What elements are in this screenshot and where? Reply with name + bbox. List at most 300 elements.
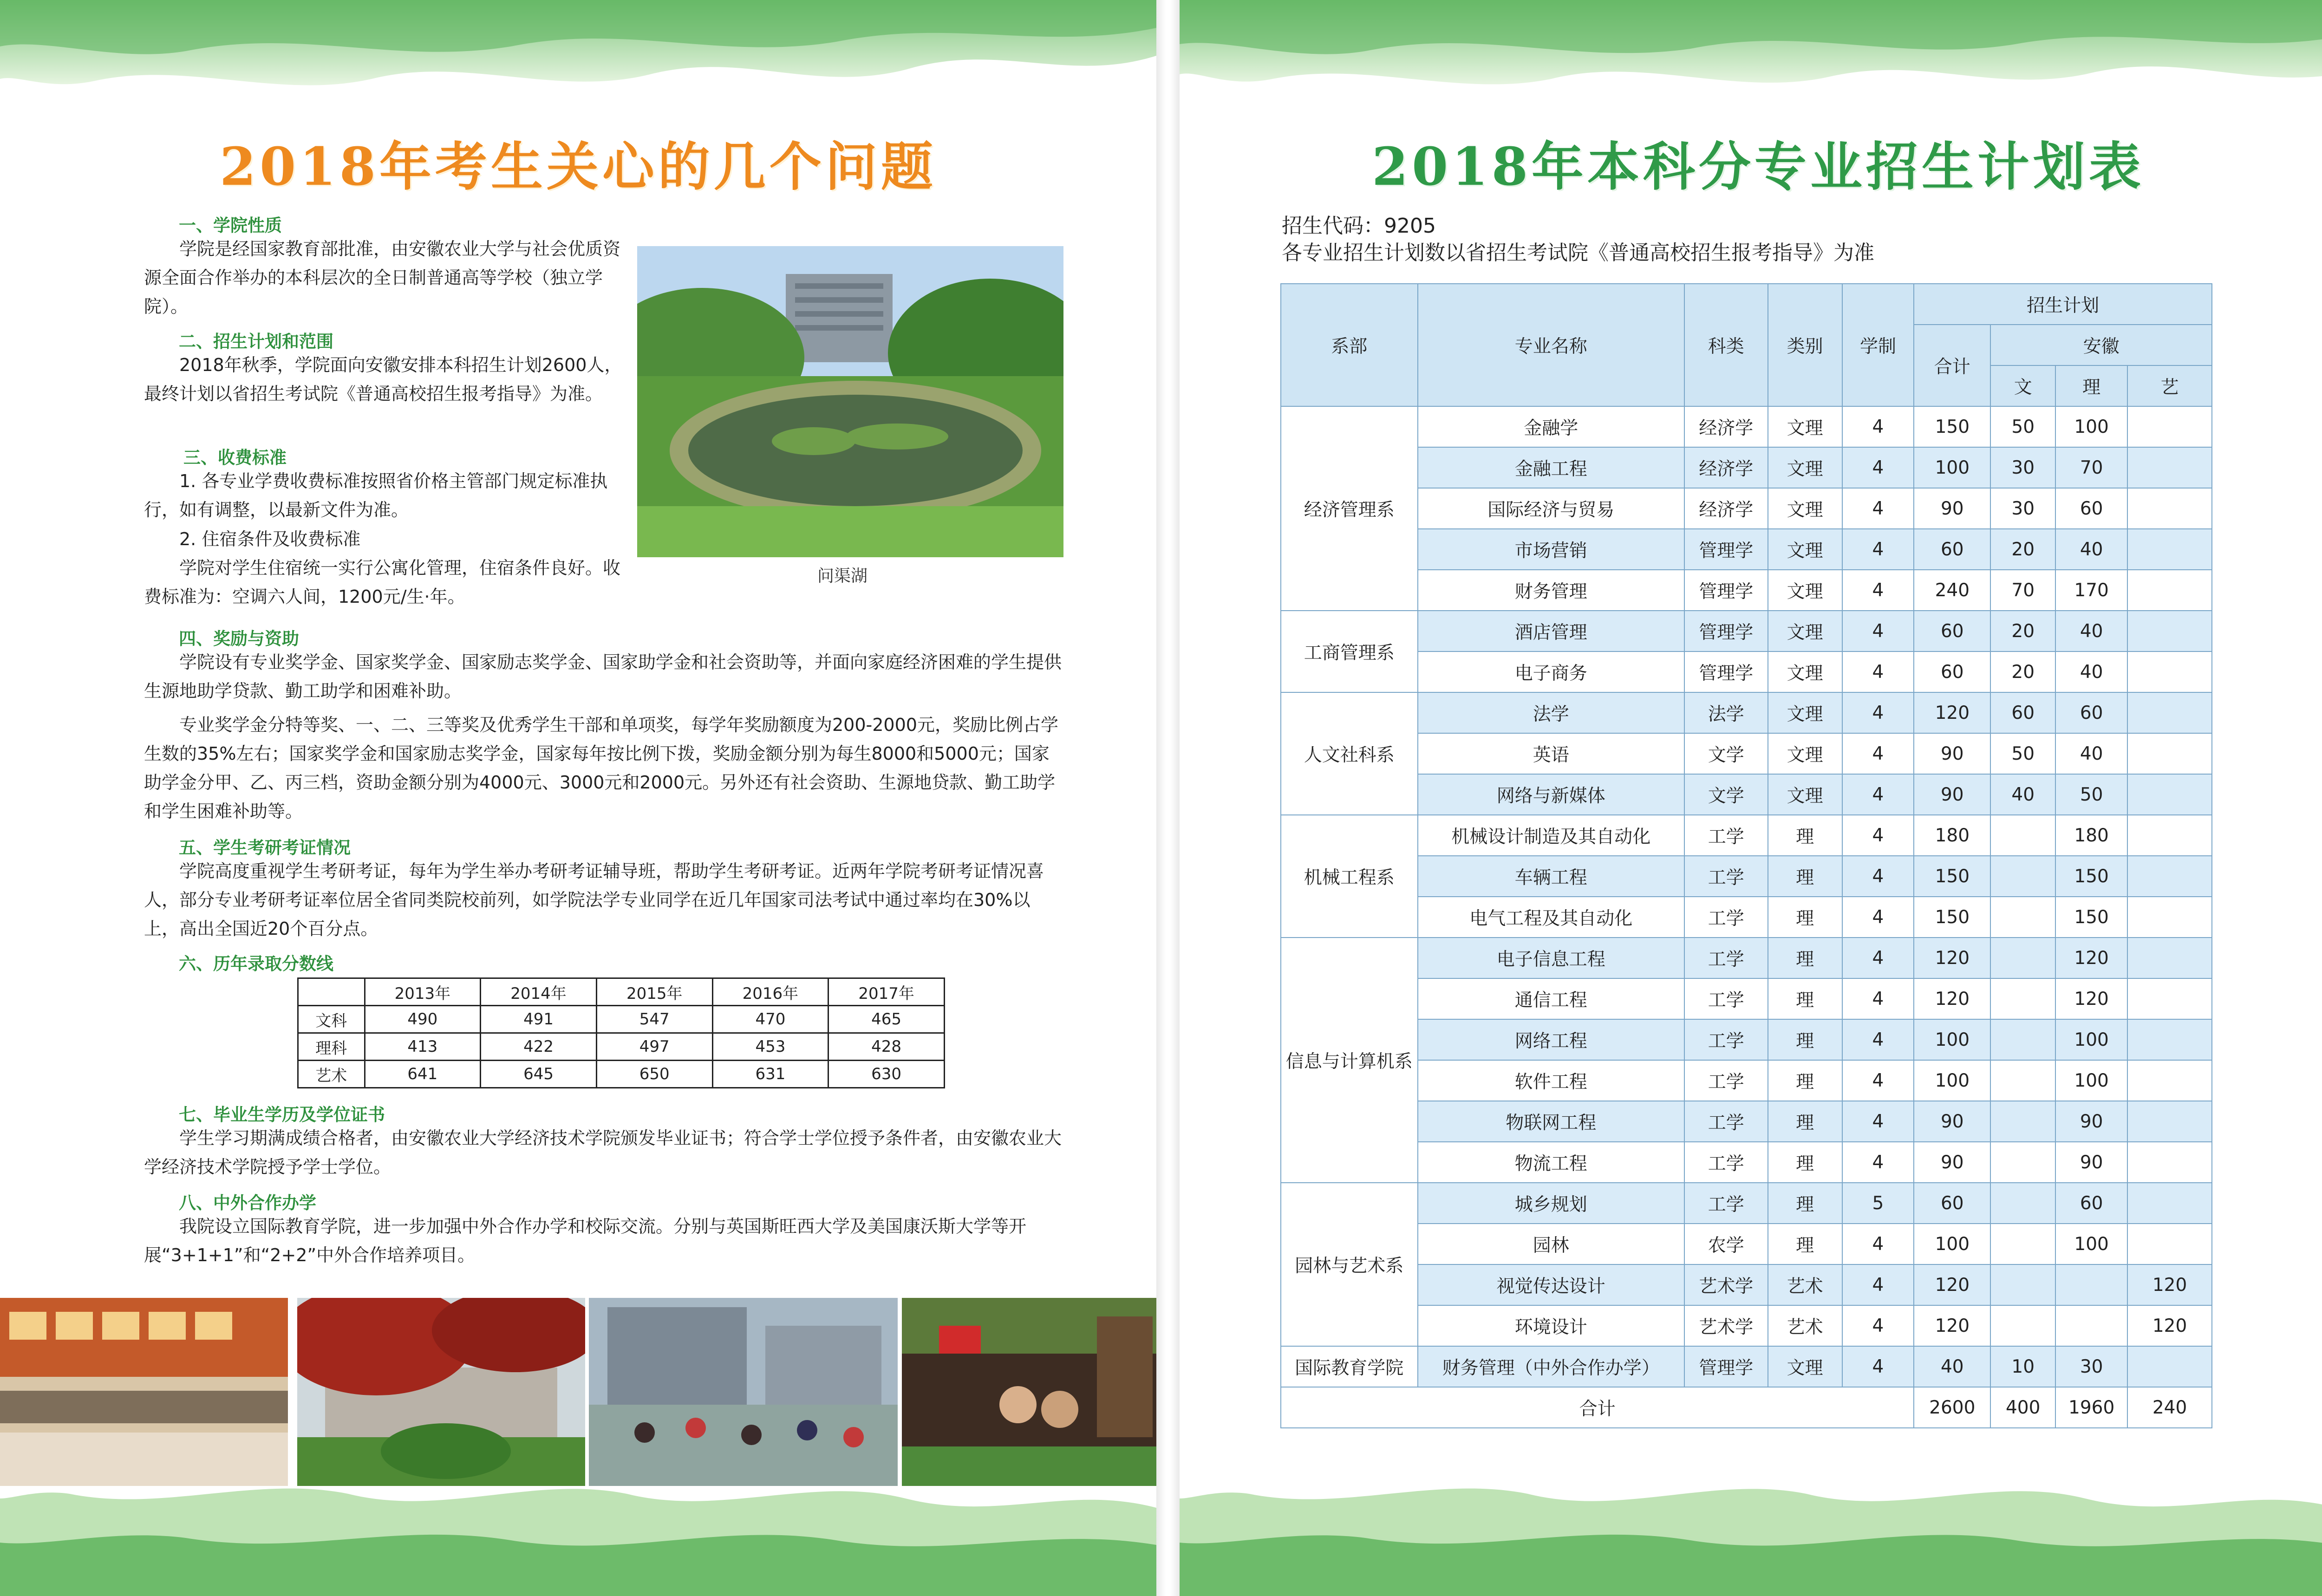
section-heading-fees: 三、收费标准 [183,448,287,468]
plan-cell [2127,1101,2212,1142]
plan-table-row [1281,1183,2212,1224]
plan-cell: 工学 [1684,1142,1768,1183]
plan-total-row [1281,1387,2212,1428]
plan-cell [1990,938,2055,978]
paragraph-fees-3: 学院对学生住宿统一实行公寓化管理，住宿条件良好。收费标准为：空调六人间，1200元/生·年。 [144,558,621,607]
scores-cell: 491 [481,1006,597,1033]
plan-cell: 工学 [1684,897,1768,938]
major-cell: 英语 [1418,733,1684,774]
plan-cell: 4 [1842,447,1914,488]
lake-photo-illustration [637,246,1063,557]
major-cell: 物联网工程 [1418,1101,1684,1142]
header-type: 类别 [1768,284,1842,406]
plan-table-row [1281,1264,2212,1305]
plan-cell [2127,856,2212,897]
scores-cell: 422 [481,1033,597,1061]
plan-table-row [1281,529,2212,570]
plan-cell: 50 [2055,774,2127,815]
plan-cell [1990,1101,2055,1142]
plan-cell [2127,1183,2212,1224]
plan-cell: 文理 [1768,488,1842,529]
paragraph-awards-1: 学院设有专业奖学金、国家奖学金、国家励志奖学金、国家助学金和社会资助等，并面向家庭经济困难的学生提供生源地助学贷款、勤工助学和困难补助。 [144,652,1062,701]
plan-cell: 4 [1842,488,1914,529]
plan-cell: 100 [1914,1019,1990,1060]
plan-cell: 理 [1768,815,1842,856]
dept-cell: 园林与艺术系 [1281,1183,1418,1346]
plan-cell [1990,978,2055,1019]
plan-table-body [1281,406,2212,1428]
paragraph-enrollment: 2018年秋季，学院面向安徽安排本科招生计划2600人，最终计划以省招生考试院《普通高校招生报考指导》为准。 [144,355,622,404]
plan-cell: 240 [1914,570,1990,611]
major-cell: 电子信息工程 [1418,938,1684,978]
scores-header-cell: 2015年 [596,978,712,1006]
paragraph-exams: 学院高度重视学生考研考证，每年为学生举办考研考证辅导班，帮助学生考研考证。近两年学院考研考证情况喜人，部分专业考研考证率位居全省同类院校前列，如学院法学专业同学在近几年国家司法考试中通过率均在30%以上，高出全国近20个百分点。 [144,861,1044,939]
plan-cell: 文理 [1768,406,1842,447]
header-dept: 系部 [1281,284,1418,406]
plan-cell [2127,651,2212,692]
scores-cell: 547 [596,1006,712,1033]
plan-table-row [1281,1305,2212,1346]
plan-cell [1990,1019,2055,1060]
lake-photo [637,246,1063,557]
plan-cell: 60 [2055,1183,2127,1224]
plan-cell: 工学 [1684,938,1768,978]
plan-cell: 100 [1914,447,1990,488]
plan-table-row [1281,1019,2212,1060]
plan-cell [2055,1264,2127,1305]
scores-row [298,1006,945,1033]
plan-cell: 100 [2055,406,2127,447]
major-cell: 物流工程 [1418,1142,1684,1183]
plan-table-row [1281,692,2212,733]
plan-cell: 10 [1990,1346,2055,1387]
plan-cell: 40 [2055,529,2127,570]
plan-cell: 农学 [1684,1224,1768,1264]
plan-cell: 4 [1842,1019,1914,1060]
plan-table-row [1281,815,2212,856]
dept-cell: 机械工程系 [1281,815,1418,938]
top-green-brush-banner [1180,0,2322,107]
plan-cell: 4 [1842,1224,1914,1264]
plan-cell: 4 [1842,692,1914,733]
plan-cell: 60 [1914,529,1990,570]
plan-cell: 理 [1768,1142,1842,1183]
plan-cell: 120 [2055,938,2127,978]
scores-cell: 630 [828,1061,945,1088]
plan-cell [1990,1183,2055,1224]
plan-cell: 90 [1914,733,1990,774]
plan-cell: 文理 [1768,611,1842,651]
plan-cell: 4 [1842,815,1914,856]
plan-cell [1990,1305,2055,1346]
page-fold-gutter [1156,0,1180,1596]
plan-cell [2127,570,2212,611]
plan-cell: 150 [1914,856,1990,897]
header-li: 理 [2055,365,2127,406]
plan-cell: 100 [2055,1019,2127,1060]
plan-cell [2055,1305,2127,1346]
major-cell: 城乡规划 [1418,1183,1684,1224]
plan-cell: 理 [1768,978,1842,1019]
plan-cell: 艺术学 [1684,1264,1768,1305]
plan-cell: 工学 [1684,1060,1768,1101]
scores-row [298,1033,945,1061]
plan-cell: 4 [1842,1346,1914,1387]
plan-cell: 100 [2055,1060,2127,1101]
plan-cell: 90 [2055,1101,2127,1142]
plan-cell: 100 [2055,1224,2127,1264]
plan-cell: 120 [1914,938,1990,978]
scores-cell: 艺术 [298,1061,365,1088]
lake-photo-caption: 问渠湖 [817,567,868,586]
scores-cell: 453 [712,1033,828,1061]
total-wen-cell: 400 [1990,1387,2055,1428]
plan-cell: 4 [1842,1101,1914,1142]
plan-cell: 20 [1990,529,2055,570]
plan-cell: 4 [1842,651,1914,692]
section-heading-enrollment: 二、招生计划和范围 [179,332,333,352]
plan-cell: 20 [1990,651,2055,692]
plan-cell [2127,447,2212,488]
plan-cell: 120 [1914,692,1990,733]
plan-cell: 70 [1990,570,2055,611]
plan-cell [1990,856,2055,897]
plan-cell: 理 [1768,1224,1842,1264]
paragraph-nature: 学院是经国家教育部批准，由安徽农业大学与社会优质资源全面合作举办的本科层次的全日制普通高等学校（独立学院）。 [144,239,621,317]
student-activity-photo [902,1298,1156,1486]
plan-cell: 工学 [1684,815,1768,856]
plan-cell: 170 [2055,570,2127,611]
scores-header-cell: 2014年 [481,978,597,1006]
plan-cell: 60 [1990,692,2055,733]
plan-cell: 理 [1768,938,1842,978]
scores-cell: 理科 [298,1033,365,1061]
plan-cell: 4 [1842,978,1914,1019]
scores-header-cell: 2013年 [365,978,481,1006]
plan-table-row [1281,1224,2212,1264]
plan-cell: 150 [1914,897,1990,938]
plan-cell: 文理 [1768,1346,1842,1387]
plan-cell [1990,1224,2055,1264]
plan-cell [2127,692,2212,733]
plan-cell: 4 [1842,1264,1914,1305]
left-page [0,0,1156,1596]
plan-table-row [1281,1101,2212,1142]
dept-cell: 工商管理系 [1281,611,1418,692]
header-years: 学制 [1842,284,1914,406]
plan-cell: 90 [1914,488,1990,529]
plan-cell: 工学 [1684,1101,1768,1142]
major-cell: 金融学 [1418,406,1684,447]
plan-table-row [1281,897,2212,938]
bottom-green-brush-banner [1180,1457,2322,1596]
paragraph-fees-2: 2. 住宿条件及收费标准 [179,529,361,549]
scores-cell: 470 [712,1006,828,1033]
major-cell: 财务管理（中外合作办学） [1418,1346,1684,1387]
plan-cell: 40 [2055,733,2127,774]
plan-cell: 艺术 [1768,1305,1842,1346]
scores-cell: 490 [365,1006,481,1033]
header-anhui: 安徽 [1990,325,2212,365]
red-maple-photo-illustration [297,1298,585,1486]
plan-cell: 理 [1768,856,1842,897]
plan-cell: 40 [2055,651,2127,692]
scores-cell: 650 [596,1061,712,1088]
plan-header-row-1 [1281,284,2212,325]
plan-cell [2127,1346,2212,1387]
plan-cell: 管理学 [1684,529,1768,570]
admission-scores-table [297,977,945,1088]
plan-table-row [1281,1142,2212,1183]
plan-cell: 150 [2055,897,2127,938]
plan-table-row [1281,978,2212,1019]
scores-cell: 497 [596,1033,712,1061]
plan-cell: 60 [1914,611,1990,651]
plan-cell: 管理学 [1684,1346,1768,1387]
dept-cell: 人文社科系 [1281,692,1418,815]
cafeteria-photo [0,1298,288,1486]
plan-cell [2127,938,2212,978]
plan-cell: 5 [1842,1183,1914,1224]
plan-cell: 4 [1842,611,1914,651]
plan-cell: 150 [1914,406,1990,447]
plan-cell: 4 [1842,897,1914,938]
header-total: 合计 [1914,325,1990,406]
scores-cell: 465 [828,1006,945,1033]
left-page-title: 2018年考生关心的几个问题 [220,137,937,197]
header-yi: 艺 [2127,365,2212,406]
major-cell: 国际经济与贸易 [1418,488,1684,529]
major-cell: 通信工程 [1418,978,1684,1019]
section-heading-exams: 五、学生考研考证情况 [179,838,351,858]
dept-cell: 信息与计算机系 [1281,938,1418,1183]
plan-cell: 4 [1842,733,1914,774]
plan-cell: 60 [1914,651,1990,692]
basketball-court-photo-illustration [589,1298,898,1486]
major-cell: 网络工程 [1418,1019,1684,1060]
total-li-cell: 1960 [2055,1387,2127,1428]
plan-cell: 60 [2055,488,2127,529]
plan-cell [2127,1060,2212,1101]
plan-table-row [1281,570,2212,611]
plan-cell: 4 [1842,1142,1914,1183]
plan-table-row [1281,611,2212,651]
plan-cell: 艺术 [1768,1264,1842,1305]
section-heading-scores: 六、历年录取分数线 [179,954,333,974]
plan-cell: 理 [1768,897,1842,938]
header-plan: 招生计划 [1914,284,2212,325]
header-category: 科类 [1684,284,1768,406]
plan-table-row [1281,406,2212,447]
plan-cell: 90 [1914,774,1990,815]
plan-cell [1990,1264,2055,1305]
plan-cell: 工学 [1684,1019,1768,1060]
plan-table-row [1281,856,2212,897]
scores-header-cell: 2016年 [712,978,828,1006]
plan-cell: 60 [1914,1183,1990,1224]
plan-cell: 90 [1914,1101,1990,1142]
plan-cell: 文理 [1768,733,1842,774]
major-cell: 机械设计制造及其自动化 [1418,815,1684,856]
plan-cell: 120 [1914,1305,1990,1346]
plan-cell: 文理 [1768,570,1842,611]
plan-table-row [1281,733,2212,774]
major-cell: 网络与新媒体 [1418,774,1684,815]
plan-cell: 30 [2055,1346,2127,1387]
plan-cell: 120 [1914,978,1990,1019]
red-maple-photo [297,1298,585,1486]
header-wen: 文 [1990,365,2055,406]
plan-cell [2127,1224,2212,1264]
plan-cell [1990,1142,2055,1183]
plan-cell: 管理学 [1684,611,1768,651]
total-yi-cell: 240 [2127,1387,2212,1428]
section-heading-awards: 四、奖励与资助 [179,629,299,649]
plan-cell [2127,815,2212,856]
dept-cell: 国际教育学院 [1281,1346,1418,1387]
paragraph-international: 我院设立国际教育学院，进一步加强中外合作办学和校际交流。分别与英国斯旺西大学及美国康沃斯大学等开展“3+1+1”和“2+2”中外合作培养项目。 [144,1216,1027,1265]
plan-cell: 120 [2127,1264,2212,1305]
plan-cell: 100 [1914,1060,1990,1101]
enrollment-code: 招生代码：9205 [1282,214,1436,238]
plan-cell [2127,897,2212,938]
total-label-cell: 合计 [1281,1387,1914,1428]
section-heading-degree: 七、毕业生学历及学位证书 [179,1105,385,1125]
plan-cell [2127,733,2212,774]
paragraph-degree: 学生学习期满成绩合格者，由安徽农业大学经济技术学院颁发毕业证书；符合学士学位授予条件者，由安徽农业大学经济技术学院授予学士学位。 [144,1128,1062,1177]
plan-note: 各专业招生计划数以省招生考试院《普通高校招生报考指导》为准 [1282,241,1874,265]
plan-table-row [1281,447,2212,488]
major-cell: 电子商务 [1418,651,1684,692]
plan-cell: 120 [1914,1264,1990,1305]
scores-cell: 645 [481,1061,597,1088]
plan-cell: 30 [1990,488,2055,529]
plan-cell: 管理学 [1684,651,1768,692]
plan-cell: 4 [1842,938,1914,978]
plan-cell: 文理 [1768,529,1842,570]
plan-cell: 理 [1768,1101,1842,1142]
plan-cell: 180 [2055,815,2127,856]
plan-cell: 50 [1990,406,2055,447]
plan-cell: 理 [1768,1060,1842,1101]
major-cell: 电气工程及其自动化 [1418,897,1684,938]
plan-cell: 理 [1768,1019,1842,1060]
plan-cell: 40 [2055,611,2127,651]
plan-cell: 工学 [1684,1183,1768,1224]
plan-cell [2127,529,2212,570]
plan-cell: 100 [1914,1224,1990,1264]
major-cell: 金融工程 [1418,447,1684,488]
plan-cell: 管理学 [1684,570,1768,611]
plan-cell: 艺术学 [1684,1305,1768,1346]
scores-row [298,1061,945,1088]
scores-header-cell [298,978,365,1006]
plan-cell: 4 [1842,406,1914,447]
major-cell: 法学 [1418,692,1684,733]
major-cell: 酒店管理 [1418,611,1684,651]
plan-cell: 文理 [1768,692,1842,733]
major-cell: 软件工程 [1418,1060,1684,1101]
plan-cell: 4 [1842,856,1914,897]
plan-cell: 50 [1990,733,2055,774]
enrollment-plan-table [1280,283,2212,1428]
plan-cell: 30 [1990,447,2055,488]
plan-cell: 4 [1842,1305,1914,1346]
plan-cell: 文理 [1768,447,1842,488]
major-cell: 车辆工程 [1418,856,1684,897]
scores-header-row [298,978,945,1006]
scores-cell: 631 [712,1061,828,1088]
student-activity-photo-illustration [902,1298,1156,1486]
plan-table-row [1281,651,2212,692]
major-cell: 财务管理 [1418,570,1684,611]
plan-table-row [1281,1346,2212,1387]
total-sum-cell: 2600 [1914,1387,1990,1428]
section-heading-nature: 一、学院性质 [179,215,282,235]
plan-table-row [1281,488,2212,529]
plan-cell: 经济学 [1684,488,1768,529]
plan-cell: 工学 [1684,856,1768,897]
cafeteria-photo-illustration [0,1298,288,1486]
plan-cell [2127,774,2212,815]
plan-cell: 文学 [1684,733,1768,774]
scores-cell: 413 [365,1033,481,1061]
paragraph-awards-2: 专业奖学金分特等奖、一、二、三等奖及优秀学生干部和单项奖，每学年奖励额度为200-2000元，奖励比例占学生数的35%左右；国家奖学金和国家励志奖学金，国家每年按比例下拨，奖励金额分别为每生8000和5000元；国家助学金分甲、乙、丙三档，资助金额分别为4000元、3000元和2000元。另外还有社会资助、生源地贷款、勤工助学和学生困难补助等。 [144,715,1058,821]
paragraph-fees-1: 1. 各专业学费收费标准按照省价格主管部门规定标准执行，如有调整，以最新文件为准。 [144,471,608,520]
major-cell: 园林 [1418,1224,1684,1264]
plan-cell: 20 [1990,611,2055,651]
plan-cell: 文理 [1768,651,1842,692]
plan-cell: 60 [2055,692,2127,733]
plan-cell: 70 [2055,447,2127,488]
plan-cell: 法学 [1684,692,1768,733]
top-green-brush-banner [0,0,1156,107]
plan-cell [1990,897,2055,938]
section-heading-international: 八、中外合作办学 [179,1193,316,1213]
plan-cell: 120 [2055,978,2127,1019]
plan-cell: 120 [2127,1305,2212,1346]
plan-table-row [1281,1060,2212,1101]
plan-cell: 150 [2055,856,2127,897]
major-cell: 视觉传达设计 [1418,1264,1684,1305]
plan-cell [2127,611,2212,651]
plan-cell: 40 [1990,774,2055,815]
plan-cell [2127,1142,2212,1183]
plan-cell [2127,406,2212,447]
plan-cell: 文学 [1684,774,1768,815]
basketball-court-photo [589,1298,898,1486]
scores-cell: 文科 [298,1006,365,1033]
plan-cell [2127,1019,2212,1060]
plan-cell: 4 [1842,570,1914,611]
scores-cell: 641 [365,1061,481,1088]
plan-cell [2127,978,2212,1019]
plan-cell: 4 [1842,774,1914,815]
major-cell: 环境设计 [1418,1305,1684,1346]
plan-cell: 4 [1842,529,1914,570]
plan-table-row [1281,938,2212,978]
right-page-title: 2018年本科分专业招生计划表 [1372,137,2145,197]
plan-table-row [1281,774,2212,815]
plan-cell: 工学 [1684,978,1768,1019]
major-cell: 市场营销 [1418,529,1684,570]
scores-cell: 428 [828,1033,945,1061]
plan-cell [2127,488,2212,529]
plan-cell: 经济学 [1684,406,1768,447]
header-major: 专业名称 [1418,284,1684,406]
plan-cell: 180 [1914,815,1990,856]
plan-cell: 经济学 [1684,447,1768,488]
